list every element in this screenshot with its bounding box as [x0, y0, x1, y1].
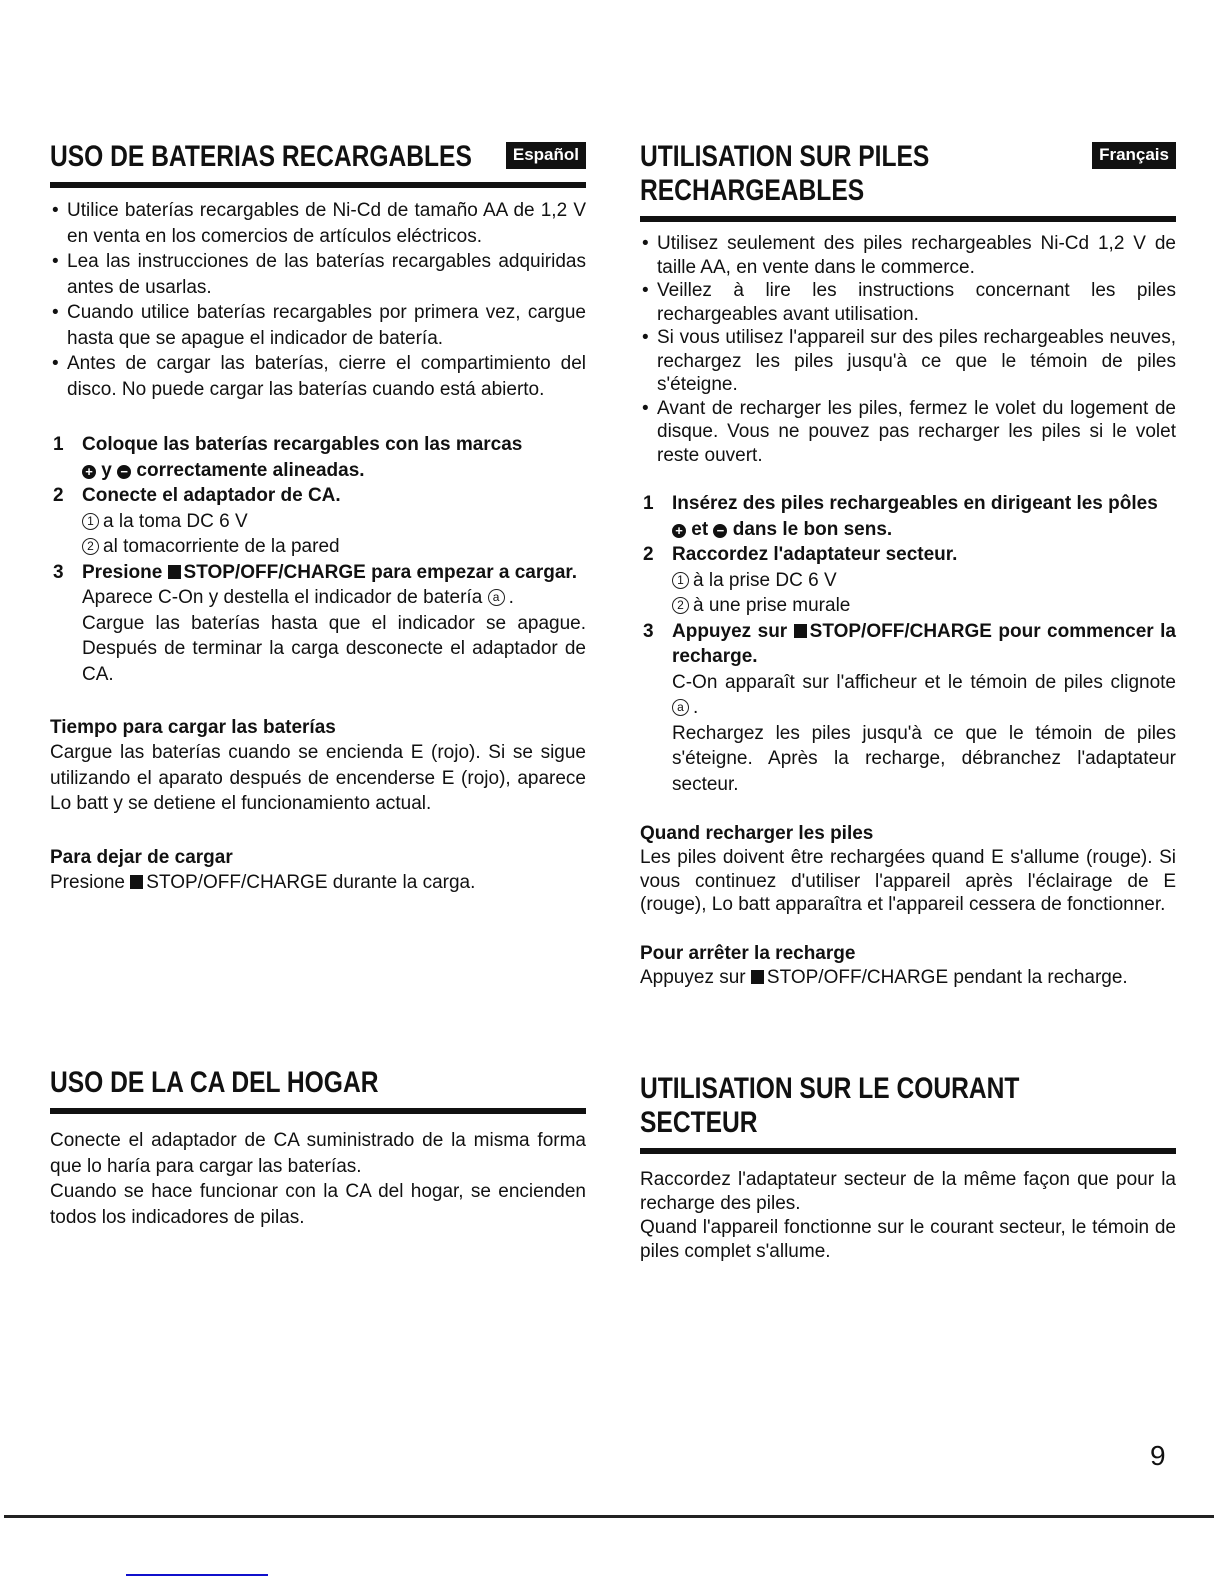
- fr-section2-title-line2: SECTEUR: [640, 1106, 758, 1139]
- minus-icon: −: [117, 465, 131, 479]
- es-section1-title: USO DE BATERIAS RECARGABLES: [50, 140, 472, 173]
- circled-a-icon: a: [488, 589, 505, 606]
- list-item: • Si vous utilisez l'appareil sur des piles rechargeables neuves, rechargez les piles jusqu'à ce que le témoin de piles s'éteigne.: [642, 327, 1176, 395]
- section-rule: [640, 1148, 1176, 1154]
- stop-square-icon: [794, 624, 807, 638]
- plus-icon: +: [82, 465, 96, 479]
- language-badge-fr: Français: [1092, 142, 1176, 169]
- bullet-icon: •: [642, 233, 649, 254]
- subheading: Pour arrêter la recharge: [640, 942, 856, 964]
- bullet-icon: •: [52, 200, 59, 221]
- step-3: 3 Presione STOP/OFF/CHARGE para empezar a cargar. Aparece C-On y destella el indicador de batería a . Cargue las baterías hasta que el indicador se apague. Después de terminar la carga desconecte el adaptador de CA.: [53, 561, 586, 685]
- circled-1-icon: 1: [672, 572, 689, 589]
- spanish-column: [50, 140, 586, 895]
- step-2: 2 Conecte el adaptador de CA. 1 a la toma DC 6 V 2 al tomacorriente de la pared: [53, 485, 341, 557]
- language-badge-es: Español: [506, 142, 586, 169]
- subheading: Tiempo para cargar las baterías: [50, 717, 336, 738]
- es-stop-charge: Para dejar de cargar Presione STOP/OFF/CHARGE durante la carga.: [50, 845, 586, 896]
- step-3: 3 Appuyez sur STOP/OFF/CHARGE pour commencer la recharge. C-On apparaît sur l'afficheur et le témoin de piles clignote a . Rechargez les piles jusqu'à ce que le témoin de piles s'éteigne. Après la recharge, débranchez l'adaptateur secteur.: [643, 620, 1176, 795]
- list-item: • Lea las instrucciones de las baterías recargables adquiridas antes de usarlas.: [52, 251, 586, 298]
- fr-section2: UTILISATION SUR LE COURANT SECTEUR Raccordez l'adaptateur secteur de la même façon que pour la recharge des piles. Quand l'appareil fonctionne sur le courant secteur, le témoin de piles complet s'allume.: [640, 1072, 1176, 1262]
- circled-1-icon: 1: [82, 513, 99, 530]
- fr-stop-charge: Pour arrêter la recharge Appuyez sur STOP/OFF/CHARGE pendant la recharge.: [640, 941, 1176, 990]
- fr-charge-time: Quand recharger les piles Les piles doivent être rechargées quand E s'allume (rouge). Si vous continuez d'utiliser l'appareil après l'éclairage de E (rouge), Lo batt apparaîtra et l'appareil cessera de fonctionner.: [640, 823, 1176, 915]
- blue-underline: [126, 1574, 268, 1576]
- section-rule: [50, 182, 586, 188]
- es-steps: [50, 432, 586, 687]
- bullet-icon: •: [642, 397, 649, 419]
- fr-section1-title-line1: UTILISATION SUR PILES: [640, 140, 930, 173]
- stop-square-icon: [751, 970, 764, 984]
- fr-section2-title-line1: UTILISATION SUR LE COURANT: [640, 1072, 1020, 1105]
- minus-icon: −: [713, 524, 727, 538]
- circled-a-icon: a: [672, 699, 689, 716]
- fr-steps: [640, 491, 1176, 797]
- list-item: • Cuando utilice baterías recargables por primera vez, cargue hasta que se apague el indicador de batería.: [52, 302, 586, 349]
- step-1: 1 Coloque las baterías recargables con las marcas + y − correctamente alineadas.: [53, 434, 523, 481]
- fr-section1-title-line2: RECHARGEABLES: [640, 174, 865, 207]
- es-section1-header: [50, 140, 586, 174]
- fr-bullet-list: [640, 232, 1176, 467]
- stop-square-icon: [130, 875, 143, 889]
- list-item: • Antes de cargar las baterías, cierre el compartimiento del disco. No puede cargar las baterías cuando está abierto.: [52, 353, 586, 400]
- subheading: Para dejar de cargar: [50, 846, 233, 868]
- list-item: • Veillez à lire les instructions concernant les piles rechargeables avant utilisation.: [642, 280, 1176, 325]
- list-item: • Utilisez seulement des piles rechargeables Ni-Cd 1,2 V de taille AA, en vente dans le commerce.: [642, 233, 1176, 278]
- section-rule: [50, 1108, 586, 1114]
- bullet-icon: •: [52, 251, 59, 272]
- bullet-icon: •: [642, 327, 649, 348]
- list-item: • Utilice baterías recargables de Ni-Cd de tamaño AA de 1,2 V en venta en los comercios de artículos eléctricos.: [52, 200, 586, 247]
- circled-2-icon: 2: [672, 597, 689, 614]
- section-rule: [640, 216, 1176, 222]
- step-1: 1 Insérez des piles rechargeables en dirigeant les pôles + et − dans le bon sens.: [643, 493, 1158, 540]
- bottom-rule: [4, 1515, 1214, 1518]
- french-column: [640, 140, 1176, 989]
- plus-icon: +: [672, 524, 686, 538]
- es-bullet-list: [50, 198, 586, 402]
- subheading: Quand recharger les piles: [640, 823, 874, 844]
- es-section2: USO DE LA CA DEL HOGAR Conecte el adaptador de CA suministrado de la misma forma que lo haría para cargar las baterías. Cuando se hace funcionar con la CA del hogar, se encienden todos los indicadores de pilas.: [50, 1066, 586, 1228]
- list-item: • Avant de recharger les piles, fermez le volet du logement de disque. Vous ne pouvez pas recharger les piles si le volet reste ouvert.: [642, 397, 1176, 466]
- stop-square-icon: [168, 565, 181, 579]
- bullet-icon: •: [52, 302, 59, 323]
- bullet-icon: •: [52, 353, 59, 374]
- es-charge-time: Tiempo para cargar las baterías Cargue las baterías cuando se encienda E (rojo). Si se sigue utilizando el aparato después de encenderse E (rojo), aparece Lo batt y se detiene el funcionamiento actual.: [50, 717, 586, 814]
- circled-2-icon: 2: [82, 538, 99, 555]
- page-number: 9: [1150, 1440, 1166, 1471]
- step-2: 2 Raccordez l'adaptateur secteur. 1 à la prise DC 6 V 2 à une prise murale: [643, 544, 958, 616]
- bullet-icon: •: [642, 280, 649, 301]
- fr-section1-header: [640, 140, 1176, 208]
- es-section2-title: USO DE LA CA DEL HOGAR: [50, 1066, 379, 1099]
